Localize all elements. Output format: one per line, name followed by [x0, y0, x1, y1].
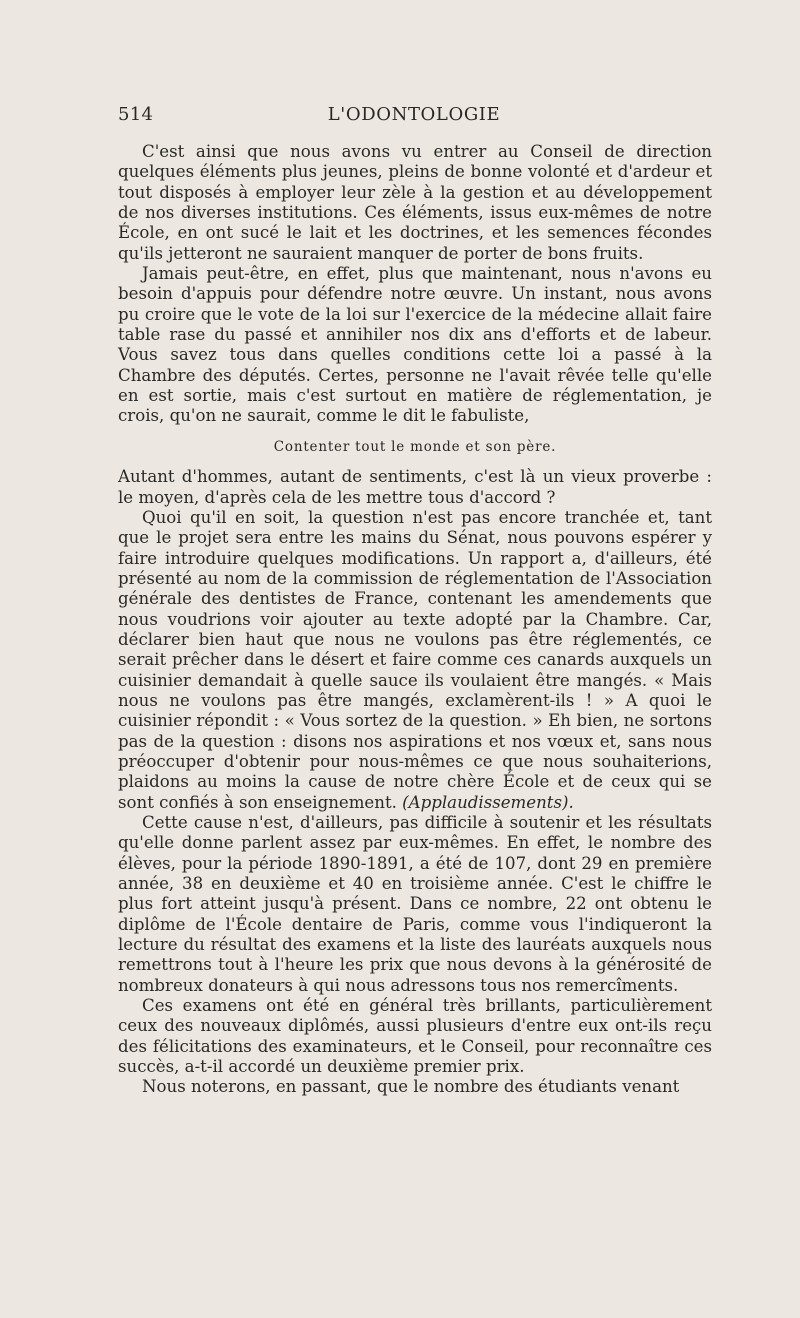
- body-text: [118, 142, 712, 1098]
- page-header: [118, 104, 710, 130]
- page-number: 514: [118, 104, 154, 125]
- verse-quote: Contenter tout le monde et son père.: [273, 438, 557, 455]
- paragraph-2: Jamais peut-être, en effet, plus que maintenant, nous n'avons eu besoin d'appuis pour défendre notre œuvre. Un instant, nous avons pu croire que le vote de la loi sur l'exercice de la médecine allait faire table rase du passé et annihiler nos dix ans d'efforts et de labeur. Vous savez tous dans quelles conditions cette loi a passé à la Chambre des députés. Certes, personne ne l'avait rêvée telle qu'elle en est sortie, mais c'est surtout en matière de réglementation, je crois, qu'on ne saurait, comme le dit le fabuliste,: [118, 264, 712, 426]
- paragraph-7: Nous noterons, en passant, que le nombre des étudiants venant: [142, 1077, 680, 1097]
- paragraph-5: Cette cause n'est, d'ailleurs, pas difficile à soutenir et les résultats qu'elle donne parlent assez par eux-mêmes. En effet, le nombre des élèves, pour la période 1890-1891, a été de 107, dont 29 en première année, 38 en deuxième et 40 en troisième année. C'est le chiffre le plus fort atteint jusqu'à présent. Dans ce nombre, 22 ont obtenu le diplôme de l'École dentaire de Paris, comme vous l'indiqueront la lecture du résultat des examens et la liste des lauréats auxquels nous remettrons tout à l'heure les prix que nous devons à la générosité de nombreux donateurs à qui nous adressons tous nos remercîments.: [118, 813, 712, 995]
- paragraph-3: Autant d'hommes, autant de sentiments, c'est là un vieux proverbe : le moyen, d'après cela de les mettre tous d'accord ?: [118, 467, 712, 507]
- running-title: L'ODONTOLOGIE: [327, 104, 501, 125]
- applause-note: (Applaudissements).: [402, 792, 574, 812]
- paragraph-6: Ces examens ont été en général très brillants, particulièrement ceux des nouveaux diplômés, aussi plusieurs d'entre eux ont-ils reçu des félicitations des examinateurs, et le Conseil, pour reconnaître ces succès, a-t-il accordé un deuxième premier prix.: [118, 996, 712, 1077]
- paragraph-4: [118, 508, 712, 813]
- paragraph-4-text: Quoi qu'il en soit, la question n'est pas encore tranchée et, tant que le projet sera entre les mains du Sénat, nous pouvons espérer y faire introduire quelques modifications. Un rapport a, d'ailleurs, été présenté au nom de la commission de réglementation de l'Association générale des dentistes de France, contenant les amendements que nous voudrions voir ajouter au texte adopté par la Chambre. Car, déclarer bien haut que nous ne voulons pas être réglementés, ce serait prêcher dans le désert et faire comme ces canards auxquels un cuisinier demandait à quelle sauce ils voulaient être mangés. « Mais nous ne voulons pas être mangés, exclamèrent-ils ! » A quoi le cuisinier répondit : « Vous sortez de la question. » Eh bien, ne sortons pas de la question : disons nos aspirations et nos vœux et, sans nous préoccuper d'obtenir pour nous-mêmes ce que nous souhaiterions, plaidons au moins la cause de notre chère École et de ceux qui se sont confiés à son enseignement.: [118, 507, 712, 812]
- paragraph-1: C'est ainsi que nous avons vu entrer au Conseil de direction quelques éléments plus jeunes, pleins de bonne volonté et d'ardeur et tout disposés à employer leur zèle à la gestion et au développement de nos diverses institutions. Ces éléments, issus eux-mêmes de notre École, en ont sucé le lait et les doctrines, et les semences fécondes qu'ils jetteront ne sauraient manquer de porter de bons fruits.: [118, 142, 712, 263]
